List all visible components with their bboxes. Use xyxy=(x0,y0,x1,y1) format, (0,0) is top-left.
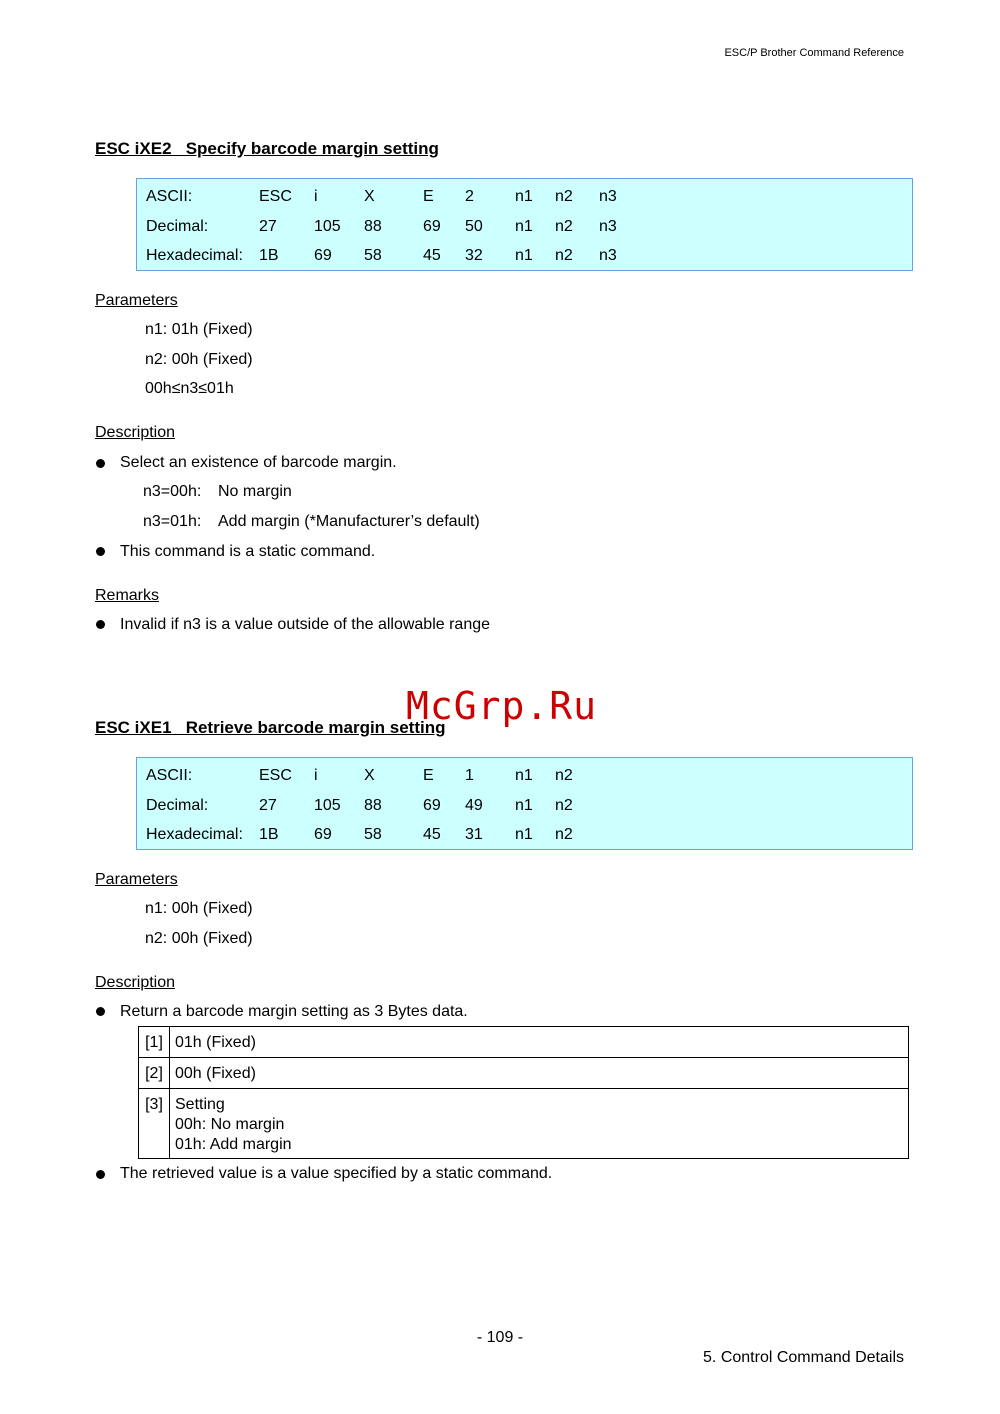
cell: 69 xyxy=(314,247,332,264)
cell: E xyxy=(423,767,434,784)
command-box-ixe1 xyxy=(136,757,913,850)
parameter-n2: n2: 00h (Fixed) xyxy=(145,930,253,947)
section-title-ixe1: ESC iXE1 Retrieve barcode margin setting xyxy=(95,718,446,737)
cell: 105 xyxy=(314,217,341,235)
byte-value-line: 00h: No margin xyxy=(175,1116,285,1133)
command-row-decimal xyxy=(137,790,912,820)
cell: 88 xyxy=(364,796,382,814)
cell: n3 xyxy=(599,247,617,264)
parameter-n3-range: 00h≤n3≤01h xyxy=(145,380,234,397)
description-heading: Description xyxy=(95,424,176,441)
cell: n2 xyxy=(555,188,573,205)
header-reference: ESC/P Brother Command Reference xyxy=(724,47,904,59)
bullet-icon xyxy=(96,459,105,468)
byte-value xyxy=(170,1089,909,1159)
cell: n1 xyxy=(515,826,533,843)
cell: 58 xyxy=(364,826,382,843)
cell: i xyxy=(314,188,318,205)
parameters-heading: Parameters xyxy=(95,871,178,888)
footer-chapter: 5. Control Command Details xyxy=(703,1349,904,1366)
cell: 31 xyxy=(465,826,483,843)
cell: n3 xyxy=(599,188,617,205)
cell: 45 xyxy=(423,247,441,264)
row-label: Decimal: xyxy=(146,796,209,814)
option-text: Add margin (*Manufacturer’s default) xyxy=(218,513,480,530)
cell: 69 xyxy=(423,217,441,235)
byte-value-line: 01h: Add margin xyxy=(175,1136,292,1153)
cell: 32 xyxy=(465,247,483,264)
section-title-ixe2: ESC iXE2 Specify barcode margin setting xyxy=(95,139,439,158)
cell: n2 xyxy=(555,217,573,235)
table-row xyxy=(139,1058,909,1089)
remarks-text: Invalid if n3 is a value outside of the allowable range xyxy=(120,616,491,633)
option-code: n3=01h: xyxy=(143,513,202,530)
cell: 1 xyxy=(465,767,474,784)
cell: 58 xyxy=(364,247,382,264)
description-heading: Description xyxy=(95,974,176,991)
command-box-ixe2 xyxy=(136,178,913,271)
bullet-icon xyxy=(96,620,105,629)
byte-value: 01h (Fixed) xyxy=(170,1027,909,1058)
cell: 1B xyxy=(259,247,279,264)
row-label: ASCII: xyxy=(146,188,193,205)
command-row-decimal xyxy=(137,211,912,241)
cell: X xyxy=(364,188,375,205)
cell: 69 xyxy=(423,796,441,814)
cell: 1B xyxy=(259,826,279,843)
parameter-n1: n1: 01h (Fixed) xyxy=(145,321,253,338)
byte-value-line: Setting xyxy=(175,1096,225,1113)
description-text: Return a barcode margin setting as 3 Bytes data. xyxy=(120,1003,468,1020)
cell: n1 xyxy=(515,188,533,205)
bullet-icon xyxy=(96,1007,105,1016)
cell: 2 xyxy=(465,188,474,205)
cell: 27 xyxy=(259,217,277,235)
row-label: Decimal: xyxy=(146,217,209,235)
byte-index: [2] xyxy=(139,1058,170,1089)
remarks-heading: Remarks xyxy=(95,587,160,604)
cell: 45 xyxy=(423,826,441,843)
option-code: n3=00h: xyxy=(143,483,202,500)
option-text: No margin xyxy=(218,483,292,500)
cell: n2 xyxy=(555,247,573,264)
cell: 88 xyxy=(364,217,382,235)
description-text: Select an existence of barcode margin. xyxy=(120,454,397,471)
cell: n2 xyxy=(555,767,573,784)
byte-index: [3] xyxy=(139,1089,170,1159)
page-number: - 109 - xyxy=(476,1329,524,1346)
watermark: McGrp.Ru xyxy=(406,684,598,728)
row-label: Hexadecimal: xyxy=(146,826,243,843)
command-row-hexadecimal xyxy=(137,240,912,270)
description-text: The retrieved value is a value specified by a static command. xyxy=(120,1165,553,1182)
command-row-ascii xyxy=(137,760,912,790)
command-row-hexadecimal xyxy=(137,819,912,849)
cell: ESC xyxy=(259,188,292,205)
bullet-icon xyxy=(96,547,105,556)
cell: X xyxy=(364,767,375,784)
command-row-ascii xyxy=(137,181,912,211)
cell: n1 xyxy=(515,767,533,784)
cell: 50 xyxy=(465,217,483,235)
row-label: Hexadecimal: xyxy=(146,247,243,264)
bullet-icon xyxy=(96,1170,105,1179)
cell: n2 xyxy=(555,826,573,843)
parameter-n1: n1: 00h (Fixed) xyxy=(145,900,253,917)
return-data-table xyxy=(138,1026,909,1159)
cell: E xyxy=(423,188,434,205)
table-row xyxy=(139,1027,909,1058)
table-row xyxy=(139,1089,909,1159)
cell: 49 xyxy=(465,796,483,814)
cell: n1 xyxy=(515,796,533,814)
cell: 27 xyxy=(259,796,277,814)
byte-value: 00h (Fixed) xyxy=(170,1058,909,1089)
description-text: This command is a static command. xyxy=(120,543,376,560)
cell: n1 xyxy=(515,217,533,235)
byte-index: [1] xyxy=(139,1027,170,1058)
cell: i xyxy=(314,767,318,784)
parameters-heading: Parameters xyxy=(95,292,178,309)
parameter-n2: n2: 00h (Fixed) xyxy=(145,351,253,368)
cell: n1 xyxy=(515,247,533,264)
cell: 69 xyxy=(314,826,332,843)
row-label: ASCII: xyxy=(146,767,193,784)
cell: ESC xyxy=(259,767,292,784)
cell: n2 xyxy=(555,796,573,814)
cell: 105 xyxy=(314,796,341,814)
cell: n3 xyxy=(599,217,617,235)
